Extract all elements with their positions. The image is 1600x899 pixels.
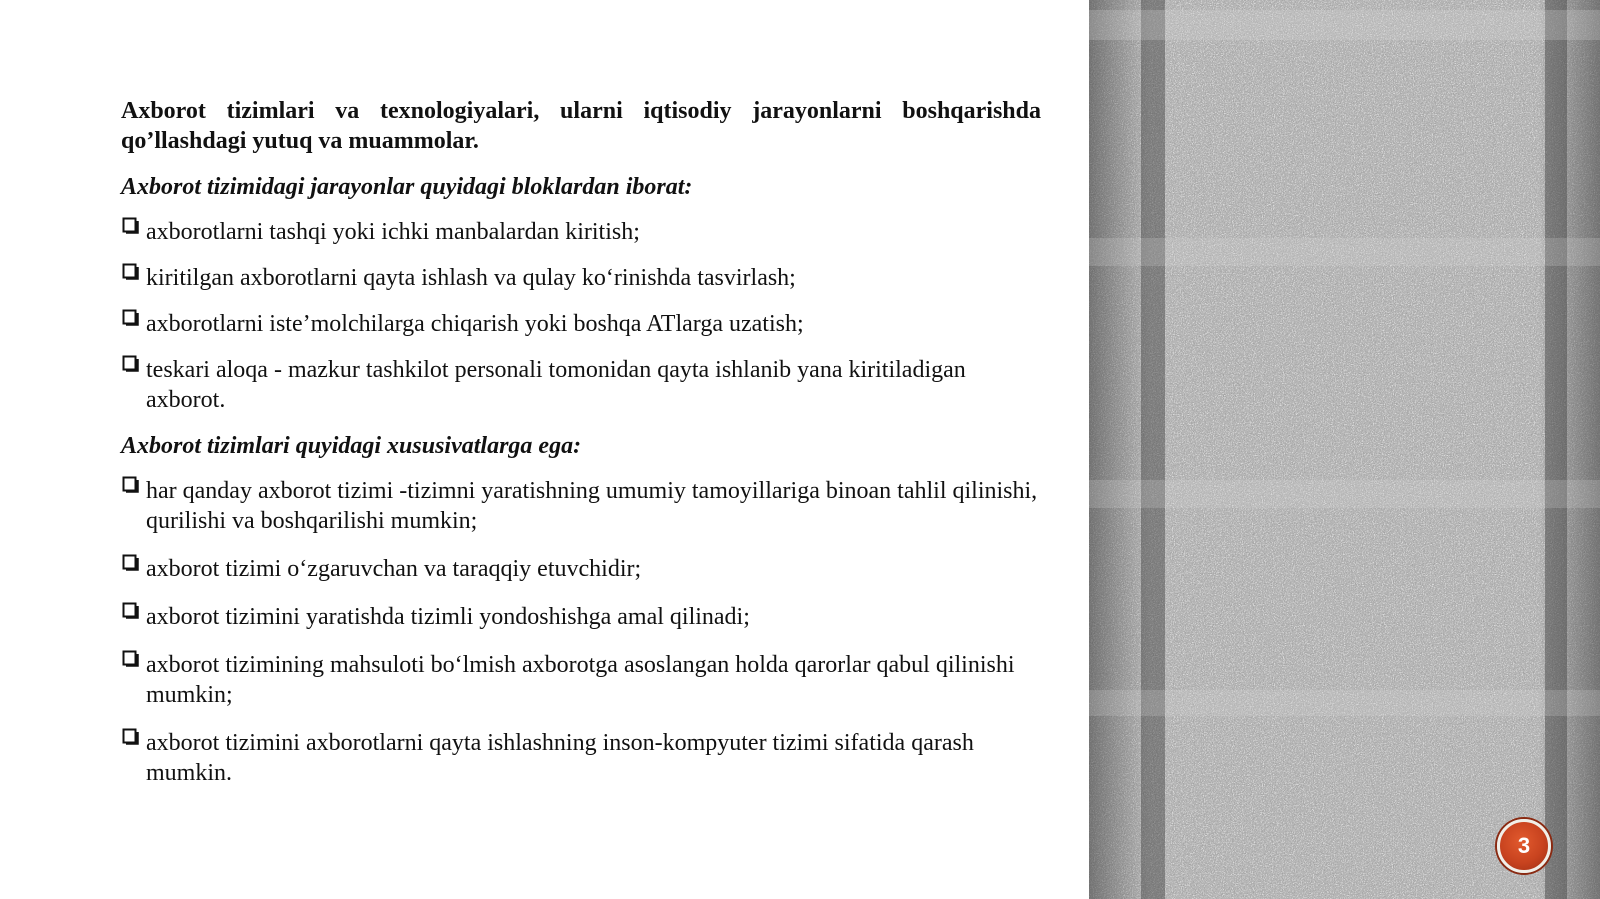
list-item-text: axborot tizimi o‘zgaruvchan va taraqqiy etuvchidir; <box>146 556 642 582</box>
hollow-square-bullet-icon <box>122 355 140 375</box>
list-item <box>121 309 1041 339</box>
list-item-text: teskari aloqa - mazkur tashkilot personali tomonidan qayta ishlanib yana kiritiladigan axborot. <box>146 357 966 413</box>
list-item <box>121 263 1041 293</box>
list-item <box>121 476 1041 536</box>
list-item <box>121 554 1041 584</box>
hollow-square-bullet-icon <box>122 309 140 329</box>
section1-list <box>121 217 1041 415</box>
hollow-square-bullet-icon <box>122 728 140 748</box>
section2-title: Axborot tizimlari quyidagi xususivatlarga ega: <box>121 433 582 459</box>
list-item <box>121 650 1041 710</box>
page-number: 3 <box>1517 833 1531 858</box>
page-number-badge <box>1497 819 1551 873</box>
hollow-square-bullet-icon <box>122 476 140 496</box>
slide-heading: Axborot tizimlari va texnologiyalari, ularni iqtisodiy jarayonlarni boshqarishda qo’llashdagi yutuq va muammolar. <box>121 98 1041 154</box>
list-item <box>121 602 1041 632</box>
decorative-texture-panel <box>1089 0 1600 899</box>
hollow-square-bullet-icon <box>122 554 140 574</box>
section2-list <box>121 476 1041 788</box>
slide-content <box>121 96 1041 788</box>
list-item <box>121 217 1041 247</box>
hollow-square-bullet-icon <box>122 650 140 670</box>
list-item-text: axborotlarni tashqi yoki ichki manbalardan kiritish; <box>146 219 640 245</box>
hollow-square-bullet-icon <box>122 263 140 283</box>
hollow-square-bullet-icon <box>122 602 140 622</box>
list-item-text: kiritilgan axborotlarni qayta ishlash va qulay ko‘rinishda tasvirlash; <box>146 265 796 291</box>
list-item-text: har qanday axborot tizimi -tizimni yaratishning umumiy tamoyillariga binoan tahlil qilinishi, qurilishi va boshqarilishi mumkin; <box>146 478 1038 534</box>
list-item-text: axborot tizimining mahsuloti bo‘lmish axborotga asoslangan holda qarorlar qabul qilinishi mumkin; <box>146 652 1015 708</box>
hollow-square-bullet-icon <box>122 217 140 237</box>
list-item <box>121 728 1041 788</box>
list-item <box>121 355 1041 415</box>
list-item-text: axborot tizimini axborotlarni qayta ishlashning inson-kompyuter tizimi sifatida qarash mumkin. <box>146 730 974 786</box>
list-item-text: axborotlarni iste’molchilarga chiqarish yoki boshqa ATlarga uzatish; <box>146 311 804 337</box>
list-item-text: axborot tizimini yaratishda tizimli yondoshishga amal qilinadi; <box>146 604 750 630</box>
section1-title: Axborot tizimidagi jarayonlar quyidagi bloklardan iborat: <box>121 174 693 200</box>
